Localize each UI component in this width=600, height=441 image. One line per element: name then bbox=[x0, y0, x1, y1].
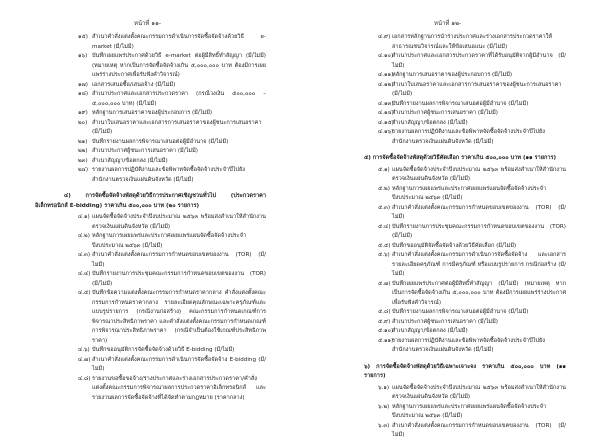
item-text: เอกสารเสนอซื้อ/เสนอจ้าง (มี/ไม่มี) bbox=[92, 81, 176, 88]
item-text: บันทึกเผยแพร่ประกาศด้วยวิธี e-market ต่อผู้มีสิทธิ์ทำสัญญา (มี/ไม่มี) (หมายเหตุ หากเป็นการจัดซื้อจัดจ้างเกิน ๕,๐๐๐,๐๐๐ บาท ต้องมีการเผยแพร่ร่างประกาศเพื่อรับฟังคำวิจารณ์) bbox=[92, 53, 266, 78]
checklist-item bbox=[378, 52, 566, 71]
item-number: ๔.๑๕) bbox=[378, 119, 394, 126]
checklist-item bbox=[378, 100, 566, 110]
checklist-item bbox=[78, 270, 266, 289]
item-number: ๒๑) bbox=[78, 138, 88, 145]
item-text: บันทึกขออนุมัติจัดซื้อจัดจ้างด้วยวิธีคัดเลือก (มี/ไม่มี) bbox=[392, 242, 517, 249]
item-text: บันทึกรายงานการประชุมคณะกรรมการกำหนดขอบเขตของงาน (TOR) (มี/ไม่มี) bbox=[392, 223, 566, 239]
checklist-item bbox=[378, 242, 566, 252]
item-number: ๔.๑๔) bbox=[378, 110, 394, 116]
checklist-item bbox=[78, 157, 266, 167]
item-number: ๒๓) bbox=[78, 157, 88, 164]
checklist-item bbox=[378, 251, 566, 280]
right-page bbox=[300, 0, 600, 438]
item-number: ๔.๖) bbox=[78, 347, 90, 353]
checklist-item bbox=[378, 403, 566, 422]
item-text: สำเนาคำสั่งแต่งตั้งคณะกรรมการกำหนดขอบเขตของงาน (TOR) (มี/ไม่มี) bbox=[92, 252, 266, 268]
item-text: หลักฐานการเผยแพร่และประกาศเผยแพร่แผนจัดซื้อจัดจ้างประจำปีงบประมาณ ๒๕๖๓ (มี/ไม่มี) bbox=[92, 233, 247, 249]
checklist-item bbox=[378, 71, 566, 81]
checklist-item bbox=[78, 346, 266, 356]
item-text: สำเนาประกาศผู้ชนะการเสนอราคา (มี/ไม่มี) bbox=[392, 318, 498, 325]
item-text: หลักฐานการเสนอราคาของผู้ประกอบการ (มี/ไม่มี) bbox=[92, 110, 213, 116]
item-number: ๕.๑๑) bbox=[378, 337, 394, 344]
checklist-item bbox=[78, 356, 266, 375]
item-number: ๑๙) bbox=[78, 110, 88, 116]
item-number: ๔.๑๒) bbox=[378, 81, 394, 88]
item-text: สำเนาคำสั่งแต่งตั้งคณะกรรมการกำหนดขอบเขตของงาน (TOR) (มี/ไม่มี) bbox=[392, 204, 566, 220]
checklist-item bbox=[78, 119, 266, 138]
item-number: ๒๐) bbox=[78, 119, 88, 126]
section-heading: ๖) การจัดซื้อจัดจ้างพัสดุด้วยวิธีเฉพาะเจาะจง ราคาเกิน ๕๐๐,๐๐๐ บาท (๑๑ รายการ) bbox=[364, 363, 566, 379]
item-number: ๕.๗) bbox=[378, 280, 391, 287]
left-page bbox=[0, 0, 300, 424]
checklist-item bbox=[378, 185, 566, 204]
item-number: ๖.๑) bbox=[378, 384, 390, 391]
item-text: รายงานผลการปฏิบัติงานและข้อพิพาทจัดซื้อจัดจ้างประจำปีไปยังสำนักงานตรวจเงินแผ่นดินจังหวัด (มี/ไม่มี) bbox=[392, 129, 545, 145]
checklist-item bbox=[78, 251, 266, 270]
item-text: สำเนาประกาศผู้ชนะการเสนอราคา (มี/ไม่มี) bbox=[92, 148, 198, 154]
item-text: บันทึกขออนุมัติการจัดซื้อจัดจ้างด้วยวิธี E-bidding (มี/ไม่มี) bbox=[92, 347, 235, 353]
checklist-item bbox=[378, 422, 566, 441]
item-number: ๕.๖) bbox=[378, 252, 390, 258]
item-number: ๕.๒) bbox=[378, 185, 390, 192]
checklist-item bbox=[78, 147, 266, 157]
item-text: บันทึกเผยแพร่ประกาศต่อผู้มีสิทธิ์ทำสัญญา (มี/ไม่มี) (หมายเหตุ หากเป็นการจัดซื้อจัดจ้างเกิน ๕,๐๐๐,๐๐๐ บาท ต้องมีการเผยแพร่ร่างประกาศเพื่อรับฟังคำวิจารณ์) bbox=[392, 280, 566, 306]
checklist-item bbox=[378, 119, 566, 129]
item-text: รายงานขอซื้อขอจ้าง/ร่างประกาศและร่างเอกสารประกวดราคา/คำสั่งแต่งตั้งคณะกรรมการพิจารณาผลการประกวดราคาอิเล็กทรอนิกส์ และรายงานผลการจัดซื้อจัดจ้างที่ได้จัดทำตามกฎหมาย (ราคากลาง) bbox=[92, 375, 266, 401]
checklist-item bbox=[78, 109, 266, 119]
item-text: บันทึกรายงานผลการพิจารณาเสนอต่อผู้มีอำนาจ (มี/ไม่มี) bbox=[392, 309, 529, 315]
item-number: ๔.๔) bbox=[78, 271, 91, 277]
checklist-item bbox=[378, 327, 566, 337]
item-text: บันทึกข้อความแต่งตั้งคณะกรรมการกำหนดราคากลาง คำสั่งแต่งตั้งคณะกรรมการกำหนดราคากลาง รายละเอียดคุณลักษณะเฉพาะครุภัณฑ์และแบบรูปรายการ (กรณีงานก่อสร้าง) คณะกรรมการกำหนดเกณฑ์การพิจารณาประสิทธิภาพราคา และคำสั่งแต่งตั้งคณะกรรมการกำหนดเกณฑ์การพิจารณาประสิทธิภาพราคา (กรณีจำเป็นต้องใช้เกณฑ์ประสิทธิภาพราคา) bbox=[92, 290, 266, 344]
item-number: ๖.๓) bbox=[378, 422, 390, 429]
item-text: สำเนาสัญญา/ข้อตกลง (มี/ไม่มี) bbox=[92, 157, 168, 164]
checklist-item bbox=[378, 81, 566, 100]
item-text: บันทึกรายงานผลการพิจารณาเสนอต่อผู้มีอำนาจ (มี/ไม่มี) bbox=[92, 138, 229, 145]
item-text: สำเนาคำสั่งแต่งตั้งคณะกรรมการดำเนินการจัดซื้อจัดจ้าง E-bidding (มี/ไม่มี) bbox=[92, 356, 266, 372]
item-text: หลักฐานการเผยแพร่และประกาศเผยแพร่แผนจัดซื้อจัดจ้างประจำปีงบประมาณ ๒๕๖๓ (มี/ไม่มี) bbox=[392, 185, 547, 201]
item-text: รายงานผลการปฏิบัติงานและข้อพิพาทจัดซื้อจัดจ้างประจำปีไปยังสำนักงานตรวจเงินแผ่นดินจังหวัด (มี/ไม่มี) bbox=[92, 167, 245, 183]
item-text: สำเนาสัญญา/ข้อตกลง (มี/ไม่มี) bbox=[392, 119, 468, 126]
item-number: ๕.๔) bbox=[378, 223, 391, 230]
item-number: ๔.๑๓) bbox=[378, 100, 394, 107]
item-number: ๕.๙) bbox=[378, 318, 391, 325]
item-text: บันทึกรายงานผลการพิจารณาเสนอต่อผู้มีอำนาจ (มี/ไม่มี) bbox=[392, 100, 529, 107]
item-text: รายงานผลการปฏิบัติงานและข้อพิพาทจัดซื้อจัดจ้างประจำปีไปยังสำนักงานตรวจเงินแผ่นดินจังหวัด (มี/ไม่มี) bbox=[392, 337, 545, 353]
item-number: ๖.๒) bbox=[378, 403, 390, 410]
checklist-item bbox=[378, 33, 566, 52]
checklist-item bbox=[378, 223, 566, 242]
checklist-item bbox=[78, 213, 266, 232]
item-number: ๔.๑๑) bbox=[378, 72, 394, 78]
item-number: ๔.๒) bbox=[78, 233, 90, 239]
item-text: สำเนาใบเสนอราคาและเอกสารการเสนอราคาของผู้ชนะการเสนอราคา (มี/ไม่มี) bbox=[92, 119, 262, 135]
item-text: หลักฐานการเผยแพร่และประกาศเผยแพร่แผนจัดซื้อจัดจ้างประจำปีงบประมาณ ๒๕๖๓ (มี/ไม่มี) bbox=[392, 403, 547, 419]
item-text: สำเนาประกาศและเอกสารประกวดราคาที่ได้รับอนุมัติจากผู้มีอำนาจ (มี/ไม่มี) bbox=[392, 53, 566, 69]
item-number: ๑๖) bbox=[78, 53, 88, 59]
checklist-item bbox=[378, 280, 566, 309]
item-text: แผนจัดซื้อจัดจ้างประจำปีงบประมาณ ๒๕๖๓ พร้อมส่งสำเนาให้สำนักงานตรวจเงินแผ่นดินจังหวัด (มี/ไม่มี) bbox=[392, 166, 566, 182]
section-heading: ๕) การจัดซื้อจัดจ้างพัสดุด้วยวิธีคัดเลือก ราคาเกิน ๕๐๐,๐๐๐ บาท (๑๑ รายการ) bbox=[364, 155, 557, 161]
item-number: ๕.๑๐) bbox=[378, 328, 394, 334]
item-text: บันทึกรายงานการประชุมคณะกรรมการกำหนดขอบเขตของงาน (TOR) (มี/ไม่มี) bbox=[92, 271, 266, 287]
checklist-item bbox=[78, 138, 266, 148]
checklist-item bbox=[78, 81, 266, 91]
item-number: ๑๗) bbox=[78, 81, 88, 88]
item-text: สำเนาใบเสนอราคาและเอกสารการเสนอราคาของผู้ชนะการเสนอราคา (มี/ไม่มี) bbox=[392, 81, 562, 97]
checklist-item bbox=[78, 33, 266, 52]
item-number: ๔.๕) bbox=[78, 290, 91, 296]
item-number: ๔.๑๖) bbox=[378, 129, 394, 135]
item-text: สำเนาสัญญา/ข้อตกลง (มี/ไม่มี) bbox=[392, 328, 468, 334]
item-number: ๔.๑๐) bbox=[378, 53, 394, 59]
item-text: หลักฐานการเสนอราคาของผู้ประกอบการ (มี/ไม่มี) bbox=[392, 72, 513, 78]
item-text: สำเนาประกาศและเอกสารประกวดราคา (กรณีวงเงิน ๕๐๐,๐๐๐ – ๕,๐๐๐,๐๐๐ บาท) (มี/ไม่มี) bbox=[92, 91, 266, 107]
page-number: หน้าที่ ๑๒- bbox=[434, 20, 462, 27]
item-number: ๔.๙) bbox=[378, 34, 391, 40]
item-number: ๕.๓) bbox=[378, 204, 391, 211]
item-text: สำเนาคำสั่งแต่งตั้งคณะกรรมการดำเนินการจัดซื้อจัดจ้าง และเอกสารรายละเอียดครุภัณฑ์ การมีครุภัณฑ์ หรือแบบรูปรายการ กรณีก่อสร้าง (มี/ไม่มี) bbox=[392, 252, 566, 277]
item-text: แผนจัดซื้อจัดจ้างประจำปีงบประมาณ ๒๕๖๓ พร้อมส่งสำเนาให้สำนักงานตรวจเงินแผ่นดินจังหวัด (มี/ไม่มี) bbox=[92, 214, 266, 230]
checklist-item bbox=[378, 308, 566, 318]
item-number: ๔.๓) bbox=[78, 252, 91, 258]
item-number: ๕.๕) bbox=[378, 242, 391, 249]
checklist-item bbox=[378, 166, 566, 185]
checklist-item bbox=[78, 232, 266, 251]
page-number: หน้าที่ ๑๑- bbox=[134, 20, 162, 27]
item-number: ๒๒) bbox=[78, 148, 88, 154]
item-text: สำเนาคำสั่งแต่งตั้งคณะกรรมการดำเนินการจัดซื้อจัดจ้างด้วยวิธี e-market (มี/ไม่มี) bbox=[92, 34, 266, 50]
item-number: ๑๕) bbox=[78, 34, 88, 40]
checklist-item bbox=[378, 128, 566, 147]
item-text: แผนจัดซื้อจัดจ้างประจำปีงบประมาณ ๒๕๖๓ พร้อมส่งสำเนาให้สำนักงานตรวจเงินแผ่นดินจังหวัด (มี/ไม่มี) bbox=[392, 384, 566, 400]
checklist-item bbox=[78, 90, 266, 109]
page-content bbox=[364, 33, 566, 441]
checklist-item bbox=[378, 318, 566, 328]
item-number: ๑๘) bbox=[78, 91, 89, 97]
item-number: ๒๔) bbox=[78, 167, 89, 173]
item-text: สำเนาประกาศผู้ชนะการเสนอราคา (มี/ไม่มี) bbox=[392, 110, 498, 116]
checklist-item bbox=[378, 109, 566, 119]
item-number: ๔.๘) bbox=[78, 375, 91, 382]
item-text: สำเนาคำสั่งแต่งตั้งคณะกรรมการกำหนดขอบเขตของงาน (TOR) (มี/ไม่มี) bbox=[392, 422, 566, 438]
checklist-item bbox=[378, 204, 566, 223]
checklist-item bbox=[78, 166, 266, 185]
section-heading: ๔) การจัดซื้อจัดจ้างพัสดุด้วยวิธีการประกาศเชิญชวนทั่วไป (ประกวดราคาอิเล็กทรอนิกส์ E-bidding) ราคาเกิน ๕๐๐,๐๐๐ บาท (๒๐ รายการ) bbox=[35, 193, 266, 209]
item-number: ๔.๗) bbox=[78, 356, 91, 363]
item-number: ๕.๘) bbox=[378, 309, 391, 315]
item-number: ๕.๑) bbox=[378, 166, 390, 173]
page-content bbox=[35, 33, 266, 403]
item-number: ๔.๑) bbox=[78, 214, 90, 220]
checklist-item bbox=[78, 375, 266, 404]
checklist-item bbox=[78, 289, 266, 346]
checklist-item bbox=[378, 337, 566, 356]
checklist-item bbox=[378, 384, 566, 403]
checklist-item bbox=[78, 52, 266, 81]
item-text: เอกสารหลักฐานการนำร่างประกาศและร่างเอกสารประกวดราคาให้สาธารณชนวิจารณ์และให้ข้อเสนอแนะ (มี/ไม่มี) bbox=[392, 34, 553, 50]
